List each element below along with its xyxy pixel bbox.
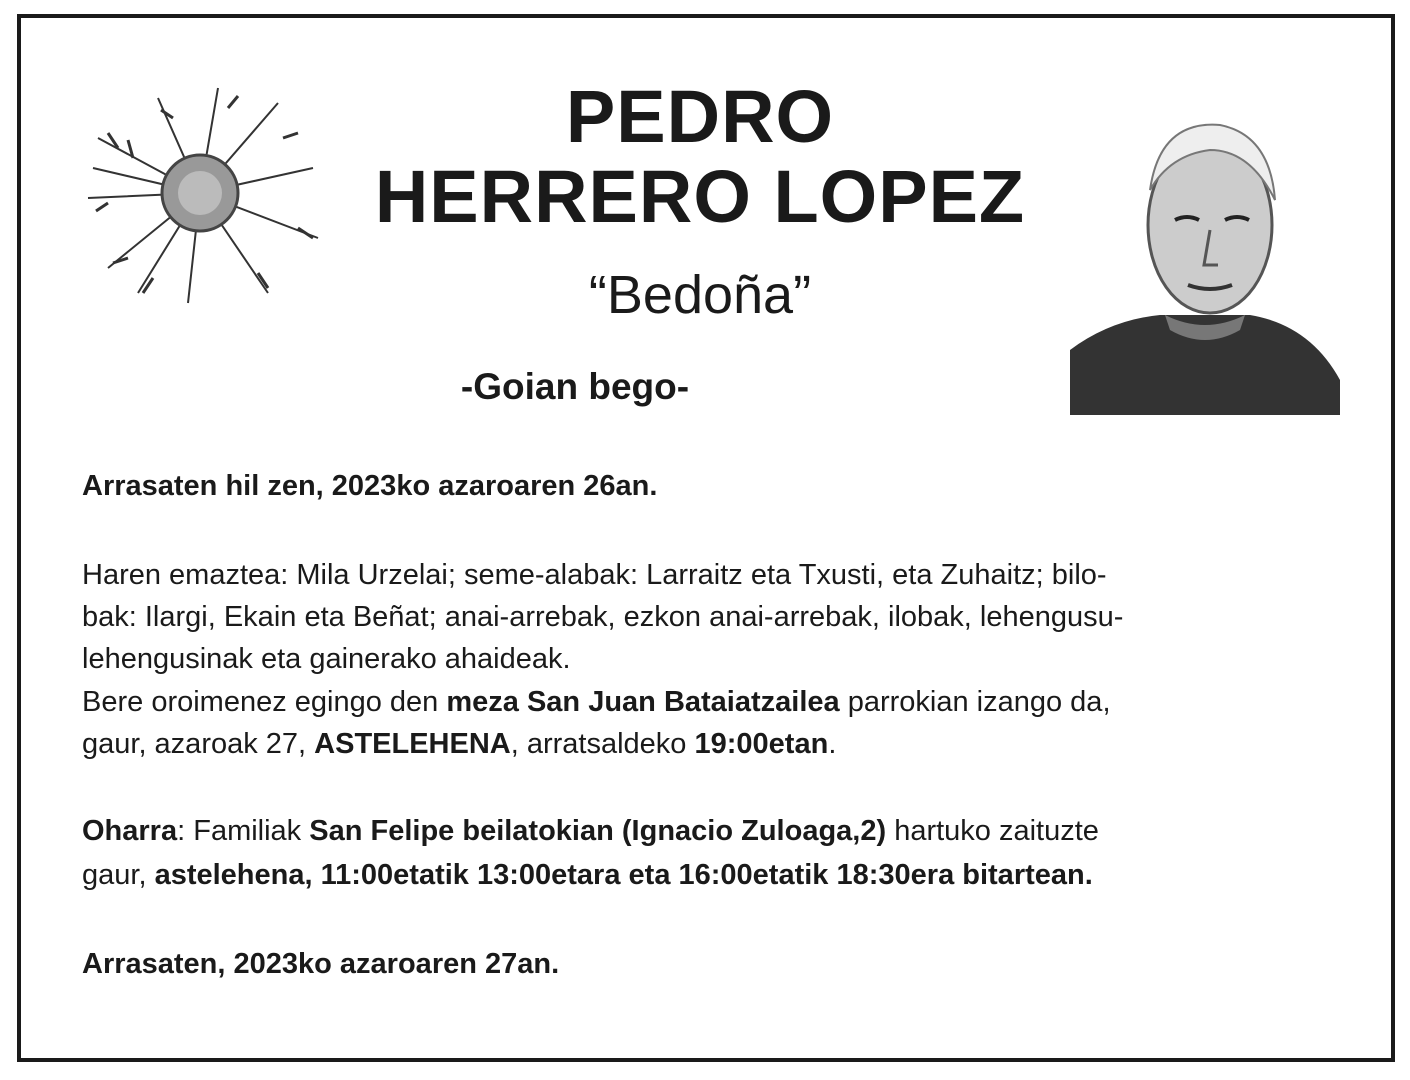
deceased-surname: HERRERO LOPEZ	[374, 155, 1026, 238]
family-line-2: bak: Ilargi, Ekain eta Beñat; anai-arrebak, ezkon anai-arrebak, ilobak, lehengusu-	[82, 601, 1124, 633]
death-notice	[82, 472, 657, 501]
mass-text: parrokian izango da,	[839, 686, 1111, 718]
mass-text: gaur, azaroak 27,	[82, 728, 315, 760]
mass-time: 19:00etan	[694, 728, 829, 760]
closing-date: Arrasaten, 2023ko azaroaren 27an.	[82, 948, 560, 980]
death-line: Arrasaten hil zen, 2023ko azaroaren 26an.	[82, 470, 658, 502]
mass-church: meza San Juan Bataiatzailea	[446, 686, 840, 718]
closing-line	[82, 950, 559, 979]
note-text: : Familiak	[177, 815, 310, 847]
mass-line-1	[82, 688, 1111, 717]
deceased-first-name: PEDRO	[565, 75, 835, 158]
mass-text: Bere oroimenez egingo den	[82, 686, 447, 718]
note-label: Oharra	[82, 815, 178, 847]
note-line-1	[82, 817, 1099, 846]
mass-line-2	[82, 730, 836, 759]
note-text: hartuko zaituzte	[886, 815, 1099, 847]
mass-day: ASTELEHENA	[314, 728, 511, 760]
note-place: San Felipe beilatokian (Ignacio Zuloaga,2)	[309, 815, 887, 847]
family-line-1: Haren emaztea: Mila Urzelai; seme-alabak: Larraitz eta Txusti, eta Zuhaitz; bilo-	[82, 559, 1107, 591]
note-hours: astelehena, 11:00etatik 13:00etara eta 16:00etatik 18:30era bitartean.	[154, 859, 1093, 891]
note-text: gaur,	[82, 859, 155, 891]
deceased-portrait-photo	[1070, 80, 1340, 415]
family-line-3: lehengusinak eta gainerako ahaideak.	[82, 643, 571, 675]
note-line-2	[82, 861, 1093, 890]
deceased-nickname: “Bedoña”	[588, 265, 812, 325]
thistle-flower-image	[78, 78, 323, 308]
goian-bego: -Goian bego-	[460, 366, 690, 407]
mass-text: , arratsaldeko	[510, 728, 695, 760]
mass-text: .	[828, 728, 837, 760]
